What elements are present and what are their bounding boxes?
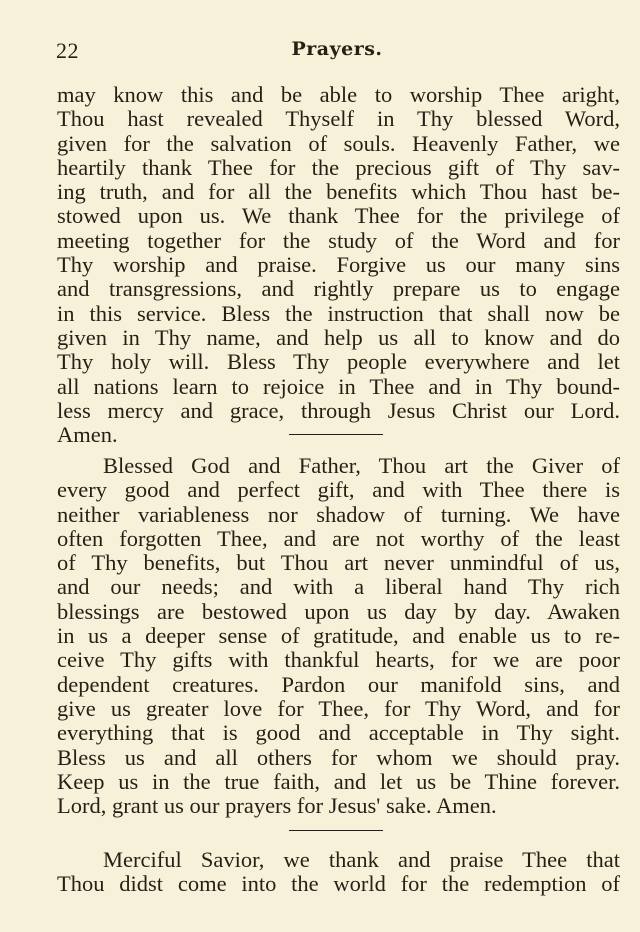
text-line: neither variableness nor shadow of turning. We have xyxy=(57,502,620,527)
prayer-paragraph-1 xyxy=(57,83,620,447)
text-line: Keep us in the true faith, and let us be Thine forever. xyxy=(57,769,620,794)
text-line: Thy worship and praise. Forgive us our many sins xyxy=(57,253,620,278)
text-line: may know this and be able to worship Thee aright, xyxy=(57,83,620,107)
section-divider xyxy=(289,830,383,831)
text-line: Blessed God and Father, Thou art the Giver of xyxy=(103,454,620,478)
text-line: in us a deeper sense of gratitude, and enable us to re- xyxy=(57,624,620,649)
text-line: Thou hast revealed Thyself in Thy blessed Word, xyxy=(57,107,620,132)
text-line: given in Thy name, and help us all to know and do xyxy=(57,325,620,350)
text-line: Amen. xyxy=(57,423,118,448)
text-line: given for the salvation of souls. Heavenly Father, we xyxy=(57,131,620,156)
text-line: Thy holy will. Bless Thy people everywhere and let xyxy=(57,350,620,375)
running-title: Prayers. xyxy=(291,38,383,60)
text-line: dependent creatures. Pardon our manifold sins, and xyxy=(57,672,620,697)
text-line: in this service. Bless the instruction that shall now be xyxy=(57,301,620,326)
text-line: and our needs; and with a liberal hand Thy rich xyxy=(57,575,620,600)
prayer-paragraph-2 xyxy=(57,454,620,818)
text-line: blessings are bestowed upon us day by day. Awaken xyxy=(57,599,620,624)
text-line: of Thy benefits, but Thou art never unmindful of us, xyxy=(57,551,620,576)
text-line: Lord, grant us our prayers for Jesus' sake. Amen. xyxy=(57,794,497,819)
text-line: stowed upon us. We thank Thee for the privilege of xyxy=(57,204,620,229)
text-line: often forgotten Thee, and are not worthy of the least xyxy=(57,526,620,551)
prayer-paragraph-3 xyxy=(57,848,620,897)
page-header xyxy=(56,38,618,64)
text-line: Bless us and all others for whom we should pray. xyxy=(57,745,620,770)
text-line: everything that is good and acceptable in Thy sight. xyxy=(57,721,620,746)
text-line: all nations learn to rejoice in Thee and in Thy bound- xyxy=(57,374,620,399)
text-line: less mercy and grace, through Jesus Christ our Lord. xyxy=(57,398,620,423)
text-line: ing truth, and for all the benefits which Thou hast be- xyxy=(57,180,620,205)
text-line: meeting together for the study of the Word and for xyxy=(57,228,620,253)
section-divider xyxy=(289,434,383,435)
text-line: every good and perfect gift, and with Thee there is xyxy=(57,478,620,503)
text-line: heartily thank Thee for the precious gift of Thy sav- xyxy=(57,155,620,180)
text-line: Merciful Savior, we thank and praise Thee that xyxy=(103,848,620,872)
text-line: ceive Thy gifts with thankful hearts, for we are poor xyxy=(57,648,620,673)
text-line: and transgressions, and rightly prepare us to engage xyxy=(57,277,620,302)
page-number: 22 xyxy=(56,38,79,63)
text-line: give us greater love for Thee, for Thy Word, and for xyxy=(57,696,620,721)
text-line: Thou didst come into the world for the redemption of xyxy=(57,872,620,897)
